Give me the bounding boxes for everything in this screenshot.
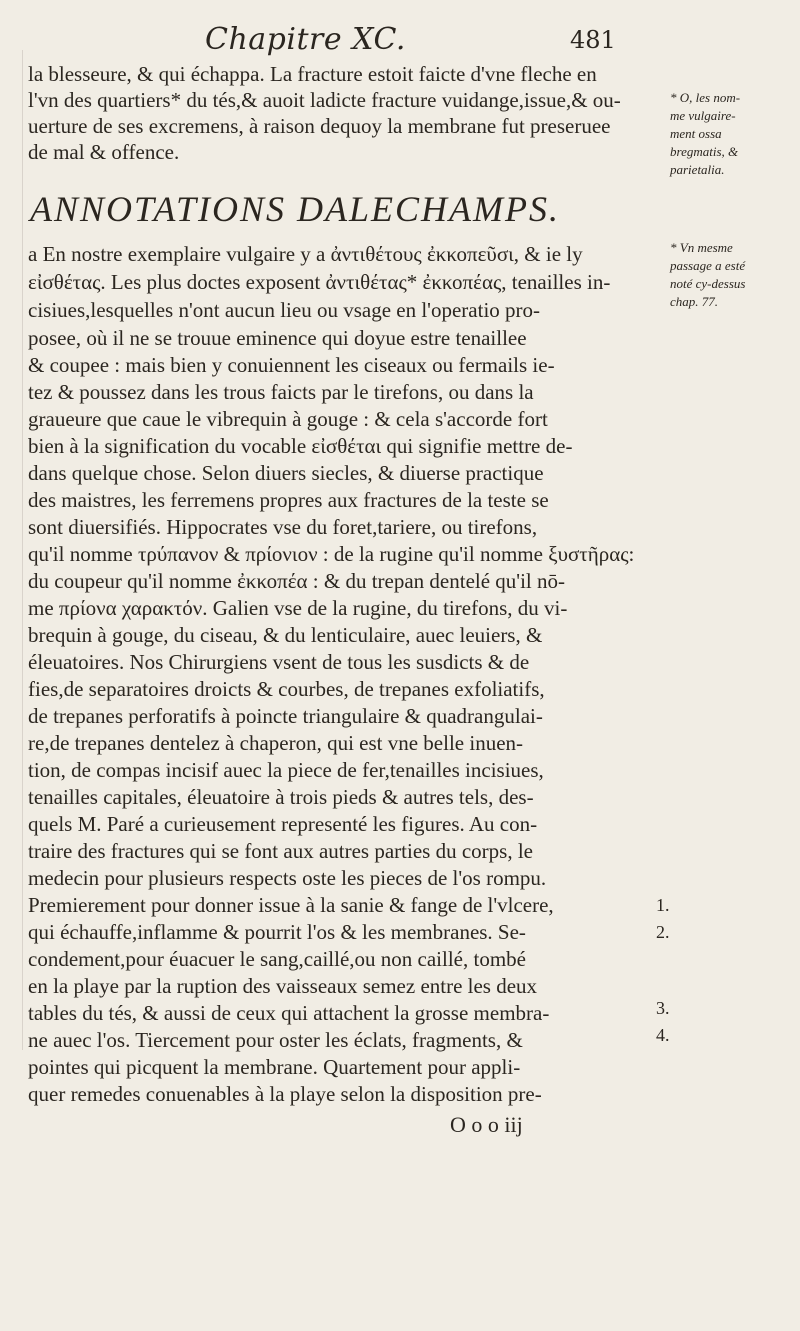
page-number: 481 xyxy=(570,26,616,54)
chapter-heading: Chapitre XC. xyxy=(205,22,406,57)
text-line: cisiues,lesquelles n'ont aucun lieu ou vsage en l'operatio pro- xyxy=(28,298,541,322)
text-line: re,de trepanes dentelez à chaperon, qui est vne belle inuen- xyxy=(28,731,524,755)
text-line: tables du tés, & aussi de ceux qui attachent la grosse membra- xyxy=(28,1001,550,1025)
text-line: la blesseure, & qui échappa. La fracture estoit faicte d'vne fleche en xyxy=(28,62,597,86)
text-line: du coupeur qu'il nomme ἐκκοπέα : & du trepan dentelé qu'il nō- xyxy=(28,569,565,593)
text-line: Premierement pour donner issue à la sanie & fange de l'vlcere, xyxy=(28,893,554,917)
text-line: tenailles capitales, éleuatoire à trois pieds & autres tels, des- xyxy=(28,785,534,809)
margin-number: 4. xyxy=(656,1025,670,1045)
page-edge-shadow xyxy=(22,50,23,1050)
section-title: ANNOTATIONS DALECHAMPS. xyxy=(30,189,561,229)
text-line: graueure que caue le vibrequin à gouge : & cela s'accorde fort xyxy=(28,407,548,431)
text-line: de mal & offence. xyxy=(28,140,180,164)
text-line: brequin à gouge, du ciseau, & du lenticulaire, auec leuiers, & xyxy=(28,623,543,647)
margin-note: noté cy-dessus xyxy=(670,276,746,291)
text-line: tion, de compas incisif auec la piece de fer,tenailles incisiues, xyxy=(28,758,544,782)
text-line: qui échauffe,inflamme & pourrit l'os & les membranes. Se- xyxy=(28,920,526,944)
margin-number: 2. xyxy=(656,922,670,942)
text-line: εἰσθέτας. Les plus doctes exposent ἀντιθέτας* ἐκκοπέας, tenailles in- xyxy=(28,270,611,294)
text-line: de trepanes perforatifs à poincte triangulaire & quadrangulai- xyxy=(28,704,543,728)
margin-number: 3. xyxy=(656,998,670,1018)
margin-note: passage a esté xyxy=(670,258,746,273)
text-line: dans quelque chose. Selon diuers siecles, & diuerse practique xyxy=(28,461,544,485)
margin-note: * Vn mesme xyxy=(670,240,733,255)
margin-note: ment ossa xyxy=(670,126,722,141)
margin-note: chap. 77. xyxy=(670,294,719,309)
text-line: quer remedes conuenables à la playe selon la disposition pre- xyxy=(28,1082,542,1106)
text-line: uerture de ses excremens, à raison dequoy la membrane fut preseruee xyxy=(28,114,611,138)
margin-number: 1. xyxy=(656,895,670,915)
text-line: a En nostre exemplaire vulgaire y a ἀντιθέτους ἐκκοπεῦσι, & ie ly xyxy=(28,242,583,266)
text-line: qu'il nomme τρύπανον & πρίονιον : de la rugine qu'il nomme ξυστῆρας: xyxy=(28,542,635,566)
text-line: medecin pour plusieurs respects oste les pieces de l'os rompu. xyxy=(28,866,547,890)
text-line: ne auec l'os. Tiercement pour oster les éclats, fragments, & xyxy=(28,1028,523,1052)
text-line: condement,pour éuacuer le sang,caillé,ou non caillé, tombé xyxy=(28,947,526,971)
text-line: & coupee : mais bien y conuiennent les ciseaux ou fermails ie- xyxy=(28,353,555,377)
margin-note: bregmatis, & xyxy=(670,144,739,159)
margin-note: parietalia. xyxy=(670,162,725,177)
text-line: éleuatoires. Nos Chirurgiens vsent de tous les susdicts & de xyxy=(28,650,530,674)
text-line: des maistres, les ferremens propres aux fractures de la teste se xyxy=(28,488,549,512)
margin-note: * O, les nom- xyxy=(670,90,741,105)
text-line: me πρίονα χαρακτόν. Galien vse de la rugine, du tirefons, du vi- xyxy=(28,596,568,620)
text-line: bien à la signification du vocable εἰσθέται qui signifie mettre de- xyxy=(28,434,573,458)
text-line: en la playe par la ruption des vaisseaux semez entre les deux xyxy=(28,974,538,998)
text-line: tez & poussez dans les trous faicts par le tirefons, ou dans la xyxy=(28,380,534,404)
signature-mark: O o o iij xyxy=(450,1112,523,1137)
text-line: l'vn des quartiers* du tés,& auoit ladicte fracture vuidange,issue,& ou- xyxy=(28,88,621,112)
text-line: fies,de separatoires droicts & courbes, de trepanes exfoliatifs, xyxy=(28,677,545,701)
text-line: posee, où il ne se trouue eminence qui doyue estre tenaillee xyxy=(28,326,527,350)
text-line: pointes qui picquent la membrane. Quartement pour appli- xyxy=(28,1055,521,1079)
text-line: traire des fractures qui se font aux autres parties du corps, le xyxy=(28,839,533,863)
margin-note: me vulgaire- xyxy=(670,108,736,123)
text-line: sont diuersifiés. Hippocrates vse du foret,tariere, ou tirefons, xyxy=(28,515,538,539)
text-line: quels M. Paré a curieusement representé les figures. Au con- xyxy=(28,812,538,836)
